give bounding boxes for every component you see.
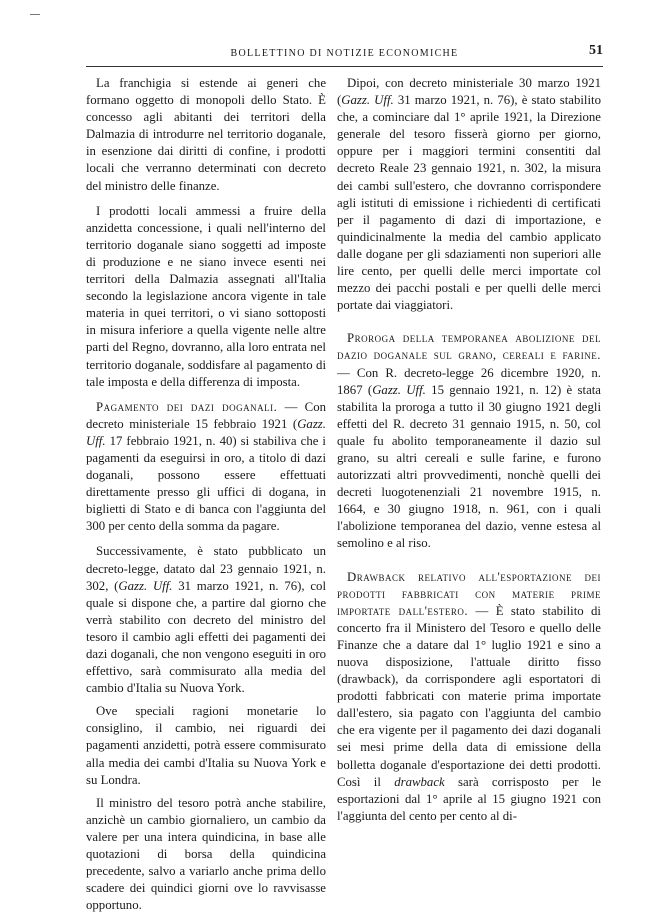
running-head: [86, 44, 603, 67]
text-span: 15 gennaio 1921, n. 12) è stata stabilita la proroga a tutto il 30 giugno 1921 degli effetti del R. decreto 31 gennaio 1915, n. 50, col quale fu abolito temporaneamente il dazio sul grano, su altri cereali e sulle farine, e furono autorizzati altri provvedimenti, nonchè quelli dei decreti luogotenenziali 21 novembre 1915, n. 1664, e 30 giugno 1918, n. 961, con i quali l'abolizione temporanea del dazio, venne estesa al semolino e al riso.: [337, 382, 601, 551]
text-span: 31 marzo 1921, n. 76), col quale si dispone che, a partire dal giorno che verrà stabilito con decreto del ministro del tesoro il cambio agli effetti dei pagamenti dei dazi doganali, che non vengono eseguiti in oro effettivo, sarà commisurato alla media del cambio d'Italia su Nuova York.: [86, 578, 326, 696]
right-column: [337, 75, 601, 833]
section-proroga-dazio: [337, 330, 601, 552]
citation: Gazz. Uff.: [86, 416, 326, 448]
italic-term: drawback: [394, 774, 445, 789]
text-span: È stato stabilito di concerto fra il Ministero del Tesoro e quello delle Finanze che a datare dal 1° luglio 1921 e sino a nuova disposizione, l'attuale diritto fisso (drawback), da corrispondere agli esportatori di prodotti fabbricati con materie prima importate dall'estero, sia pagato con l'aggiunta del cambio che era vigente per il pagamento dei dazi doganali sei mesi prime della data di emissione della bolletta doganale d'esportazione dei detti prodotti. Così il: [337, 603, 601, 789]
section-heading: Pagamento dei dazi doganali.: [96, 399, 278, 414]
left-column: [86, 75, 326, 920]
header-title: BOLLETTINO DI NOTIZIE ECONOMICHE: [230, 48, 459, 59]
heading-dash: —: [337, 365, 357, 380]
citation: Gazz. Uff.: [118, 578, 173, 593]
text-span: Con R. decreto-legge 26 dicembre 1920, n. 1867 (: [337, 365, 602, 397]
page-number: 51: [589, 43, 603, 58]
section-heading: Proroga della temporanea abolizione del dazio doganale sul grano, cereali e farine.: [337, 331, 601, 363]
text-span: 17 febbraio 1921, n. 40) si stabiliva che i pagamenti da eseguirsi in oro, a titolo di dazi doganali, possono essere effettuati direttamente presso gli uffici di dogana, in biglietti di Stato e di banca con l'aggiunta del 300 per cento della somma da pagare.: [86, 433, 326, 534]
heading-dash: —: [277, 399, 305, 414]
section-heading: Drawback relativo all'esportazione dei prodotti fabbricati con materie prime importate dall'estero.: [337, 569, 601, 618]
text-span: Dipoi, con decreto ministeriale 30 marzo 1921 (: [337, 76, 601, 108]
paragraph-prodotti-locali: I prodotti locali ammessi a fruire della anzidetta concessione, i quali nell'interno del territorio doganale siano soggetti ad imposte di produzione e ne siano invece esenti nei territori della Dalmazia assegnati all'Italia secondo la legislazione ancora vigente in tale materia in quei territori, o vi siano sottoposti in misura inferiore a quella vigente nelle altre parti del Regno, dovranno, alla loro entrata nel territorio doganale, soddisfare al pagamento di tale imposta e della differenza di imposta.: [86, 203, 326, 389]
section-pagamento-dazi: [86, 399, 326, 536]
heading-dash: —: [468, 603, 496, 618]
text-span: 31 marzo 1921, n. 76), è stato stabilito che, a cominciare dal 1° aprile 1921, la Direzione generale del tesoro fisserà giorno per giorno, oppure per i maggiori termini consentiti dal decreto Reale 23 gennaio 1921, n. 302, la misura dei cambi sull'estero, che dovranno corrispondere agli istituti di emissione i richiedenti di certificati per il pagamento di dazi di importazione, e quindicinalmente la media del cambio applicato dalle dogane per gli sdaziamenti non superiori alle lire cento, per quelli delle merci importate col mezzo dei pacchi postali e per quelli delle merci portate dai viaggiatori.: [337, 93, 601, 313]
paragraph-successivamente: [86, 543, 326, 697]
text-span: Successivamente, è stato pubblicato un decreto-legge, datato dal 23 gennaio 1921, n. 302, (: [86, 544, 326, 593]
paragraph-ministro-tesoro: Il ministro del tesoro potrà anche stabilire, anzichè un cambio giornaliero, un cambio da valere per una intera quindicina, in base alle quotazioni di borsa della quindicina precedente, salvo a variarlo anche prima dello scadere dei quindici giorni ove lo ravvisasse opportuno.: [86, 795, 326, 913]
text-span: Con decreto ministeriale 15 febbraio 1921 (: [86, 399, 326, 431]
citation: Gazz. Uff.: [372, 382, 426, 397]
corner-mark: [30, 14, 40, 15]
paragraph-franchigia: La franchigia si estende ai generi che formano oggetto di monopoli dello Stato. È concesso agli abitanti dei territori della Dalmazia di introdurre nel territorio doganale, in esenzione dai diritti di confine, i prodotti locali che verranno determinati con decreto del ministro delle finanze.: [86, 76, 326, 193]
paragraph-ragioni-monetarie: Ove speciali ragioni monetarie lo consiglino, il cambio, nei riguardi dei pagamenti anzidetti, potrà essere commisurato alla media dei cambi d'Italia su Nuova York e su Londra.: [86, 704, 326, 787]
paragraph-dipoi: [337, 75, 601, 314]
section-drawback: [337, 569, 601, 825]
citation: Gazz. Uff.: [341, 93, 394, 108]
text-span: sarà corrisposto per le esportazioni dal 1° aprile al 15 giugno 1921 con l'aggiunta del cento per cento al di-: [337, 774, 602, 823]
